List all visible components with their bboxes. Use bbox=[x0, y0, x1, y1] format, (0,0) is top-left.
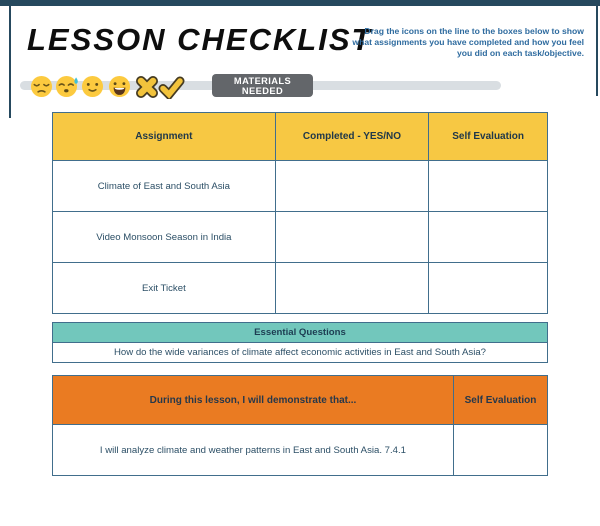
slightly-smiling-face-emoji[interactable] bbox=[81, 75, 104, 98]
page-title: LESSON CHECKLIST bbox=[27, 22, 373, 57]
assignment-name-cell: Climate of East and South Asia bbox=[53, 161, 276, 212]
table-row bbox=[53, 161, 548, 212]
objectives-table bbox=[52, 375, 548, 476]
pensive-face-emoji[interactable] bbox=[30, 75, 53, 98]
essential-questions-table bbox=[52, 322, 548, 363]
completed-drop-cell[interactable] bbox=[275, 263, 428, 314]
assignment-name-cell: Exit Ticket bbox=[53, 263, 276, 314]
assignments-table bbox=[52, 112, 548, 314]
self-evaluation-drop-cell[interactable] bbox=[429, 263, 548, 314]
table-row bbox=[53, 343, 548, 363]
essential-questions-header-row bbox=[53, 323, 548, 343]
right-border-segment bbox=[596, 6, 598, 96]
table-row bbox=[53, 425, 548, 476]
self-evaluation-drop-cell[interactable] bbox=[429, 212, 548, 263]
materials-needed-button[interactable]: MATERIALS NEEDED bbox=[212, 74, 313, 97]
downcast-sweat-face-emoji[interactable] bbox=[55, 75, 78, 98]
objective-text-cell: I will analyze climate and weather patterns in East and South Asia. 7.4.1 bbox=[53, 425, 454, 476]
left-border-segment bbox=[9, 6, 11, 118]
drag-instructions-text: Drag the icons on the line to the boxes below to show what assignments you have completed and how you feel you did on each task/objective. bbox=[352, 26, 584, 59]
table-row bbox=[53, 212, 548, 263]
table-row bbox=[53, 263, 548, 314]
completed-drop-cell[interactable] bbox=[275, 161, 428, 212]
self-evaluation-drop-cell[interactable] bbox=[453, 425, 547, 476]
top-border-bar bbox=[0, 0, 600, 6]
completed-drop-cell[interactable] bbox=[275, 212, 428, 263]
cross-mark-icon[interactable] bbox=[135, 75, 159, 99]
self-evaluation-drop-cell[interactable] bbox=[429, 161, 548, 212]
essential-questions-header: Essential Questions bbox=[53, 323, 548, 343]
objectives-header-row bbox=[53, 376, 548, 425]
col-header-self-evaluation: Self Evaluation bbox=[429, 113, 548, 161]
assignment-name-cell: Video Monsoon Season in India bbox=[53, 212, 276, 263]
col-header-assignment: Assignment bbox=[53, 113, 276, 161]
grinning-face-emoji[interactable] bbox=[108, 75, 131, 98]
assignments-header-row bbox=[53, 113, 548, 161]
col-header-completed: Completed - YES/NO bbox=[275, 113, 428, 161]
col-header-self-evaluation: Self Evaluation bbox=[453, 376, 547, 425]
col-header-demonstrate: During this lesson, I will demonstrate that... bbox=[53, 376, 454, 425]
essential-question-text: How do the wide variances of climate affect economic activities in East and South Asia? bbox=[53, 343, 548, 363]
check-mark-icon[interactable] bbox=[158, 75, 185, 99]
